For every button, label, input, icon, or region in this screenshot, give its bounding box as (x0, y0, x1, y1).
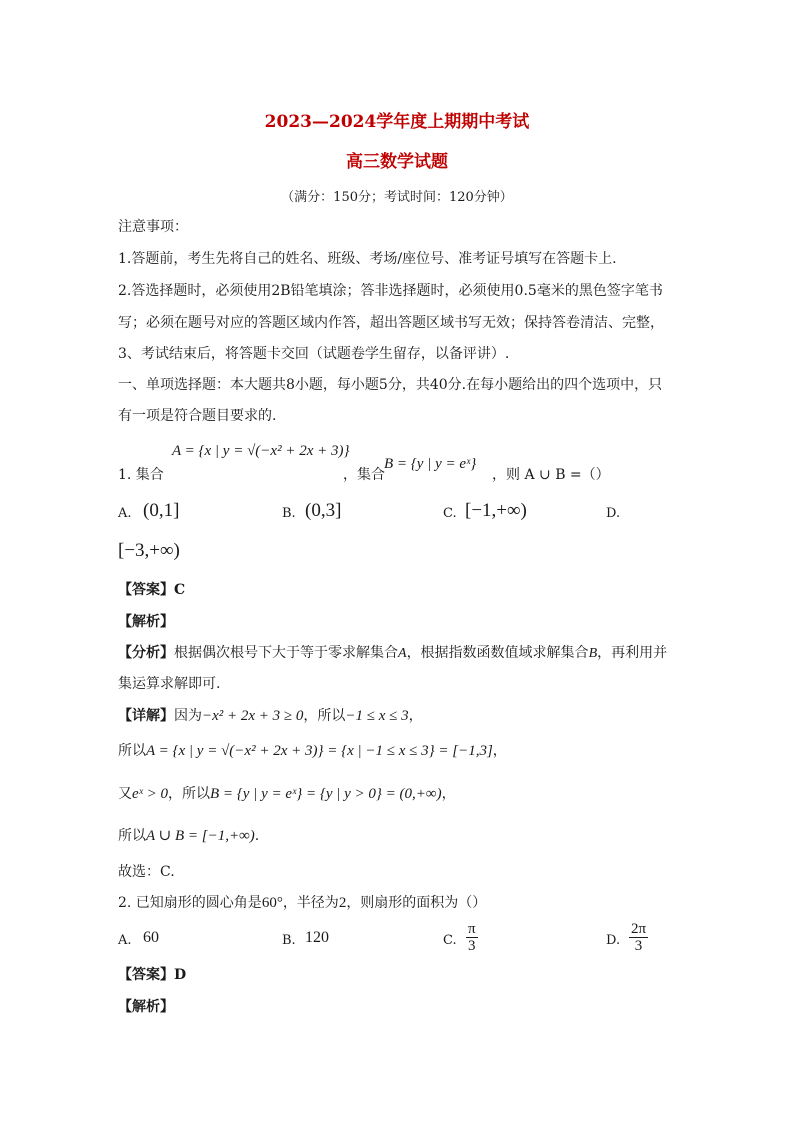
q2-option-b-value: 120 (305, 929, 329, 946)
q2-answer: 【答案】D (118, 967, 187, 983)
q1-detail3-math2: B = {y | y = eˣ} = {y | y > 0} = (0,+∞) (210, 786, 442, 802)
q2-stem-text-c: ，则扇形的面积为（） (346, 895, 487, 911)
q1-fenxi-set-b: B (588, 646, 598, 661)
q2-option-d-num: 2π (631, 921, 647, 937)
q1-tail: ，则 A ∪ B =（） (492, 467, 610, 483)
q2-option-d-label: D. (606, 933, 621, 948)
q1-fenxi-text-c: ，再利用并 (597, 645, 668, 661)
q1-detail2-text-a: 所以 (118, 743, 146, 759)
q1-detail-tag: 【详解】 (118, 708, 174, 724)
q1-choose: 故选：C. (118, 864, 175, 880)
exam-subtitle: 高三数学试题 (346, 152, 448, 172)
section-1-line2: 有一项是符合题目要求的. (118, 408, 277, 424)
q1-detail3-text-a: 又 (118, 786, 132, 802)
q1-option-b-label: B. (282, 506, 296, 521)
q2-option-a-value: 60 (143, 929, 159, 946)
note-3: 3、考试结束后，将答题卡交回（试题卷学生留存，以备评讲）. (118, 346, 510, 362)
q1-analysis-tag: 【解析】 (118, 614, 174, 630)
q1-option-c-value: [−1,+∞) (465, 500, 527, 521)
q2-option-c-num: π (468, 921, 476, 937)
q2-option-d-den: 3 (634, 938, 643, 954)
q1-option-a-value: (0,1] (143, 500, 180, 521)
q1-detail2-math: A = {x | y = √(−x² + 2x + 3)} = {x | −1 ≤ x ≤ 3} = [−1,3] (146, 743, 493, 759)
q1-option-b-value: (0,3] (305, 500, 342, 521)
q1-detail1-math: −x² + 2x + 3 ≥ 0 (202, 708, 304, 724)
q2-stem (118, 893, 486, 913)
q2-option-c-label: C. (443, 933, 457, 948)
note-1: 1.答题前，考生先将自己的姓名、班级、考场/座位号、准考证号填写在答题卡上. (118, 251, 617, 267)
q1-detail4-text-a: 所以 (118, 828, 146, 844)
q1-mid: ，集合 (343, 467, 385, 483)
q2-option-a-label: A. (118, 933, 132, 948)
q1-detail4-text-b: . (254, 828, 260, 844)
q1-detail-line4 (118, 826, 259, 846)
q2-analysis-tag: 【解析】 (118, 999, 174, 1015)
q1-detail4-math: A ∪ B = [−1,+∞) (146, 828, 255, 844)
q1-fenxi-line2: 集运算求解即可. (118, 676, 221, 692)
q1-detail1-text-c: ， (408, 708, 423, 724)
q1-detail-line3 (118, 784, 456, 804)
exam-title: 2023—2024学年度上期期中考试 (264, 112, 530, 132)
note-2-line2: 写；必须在题号对应的答题区域内作答，超出答题区域书写无效；保持答卷清洁、完整， (118, 315, 664, 331)
q1-fenxi-text-a: 根据偶次根号下大于等于零求解集合 (174, 645, 398, 661)
q1-detail1-text-a: 因为 (174, 708, 202, 724)
q1-detail1-math2: −1 ≤ x ≤ 3 (345, 708, 409, 724)
q1-option-d-label: D. (606, 506, 621, 521)
q2-stem-radius: 2 (338, 895, 347, 911)
exam-meta: （满分：150分；考试时间：120分钟） (281, 190, 513, 205)
q1-fenxi-line1 (118, 643, 667, 664)
q1-fenxi-text-b: ，根据指数函数值域求解集合 (406, 645, 589, 661)
q1-number: 1. 集合 (118, 467, 164, 483)
q2-stem-text-a: 2. 已知扇形的圆心角是 (118, 895, 262, 911)
q2-option-c-den: 3 (468, 938, 476, 954)
q2-option-c-fraction (466, 921, 478, 954)
note-2-line1: 2.答选择题时，必须使用2B铅笔填涂；答非选择题时，必须使用0.5毫米的黑色签字笔书 (118, 283, 663, 299)
q1-fenxi-tag: 【分析】 (118, 645, 174, 661)
q1-option-c-label: C. (443, 506, 457, 521)
q2-stem-text-b: ，半径为 (282, 895, 339, 911)
q1-detail-line2 (118, 741, 507, 761)
q1-option-a-label: A. (118, 506, 132, 521)
q1-set-a: A = {x | y = √(−x² + 2x + 3)} (172, 443, 350, 459)
q2-option-d-fraction (629, 921, 648, 954)
q1-answer: 【答案】C (118, 582, 186, 598)
q1-option-d-value: [−3,+∞) (118, 540, 180, 561)
q1-detail3-text-c: ， (441, 786, 456, 802)
q1-fenxi-set-a: A (398, 646, 407, 661)
q1-detail3-text-b: ，所以 (168, 786, 211, 802)
q1-detail2-text-b: ， (492, 743, 507, 759)
q2-stem-angle: 60° (261, 895, 283, 911)
q2-option-b-label: B. (282, 933, 296, 948)
q1-detail3-math: eˣ > 0 (132, 786, 169, 802)
q1-set-b: B = {y | y = eˣ} (384, 456, 477, 472)
section-1-line1: 一、单项选择题：本大题共8小题，每小题5分，共40分.在每小题给出的四个选项中，只 (118, 377, 663, 393)
q1-detail-line1 (118, 706, 423, 726)
q1-detail1-text-b: ，所以 (303, 708, 346, 724)
notes-heading: 注意事项： (118, 219, 188, 235)
